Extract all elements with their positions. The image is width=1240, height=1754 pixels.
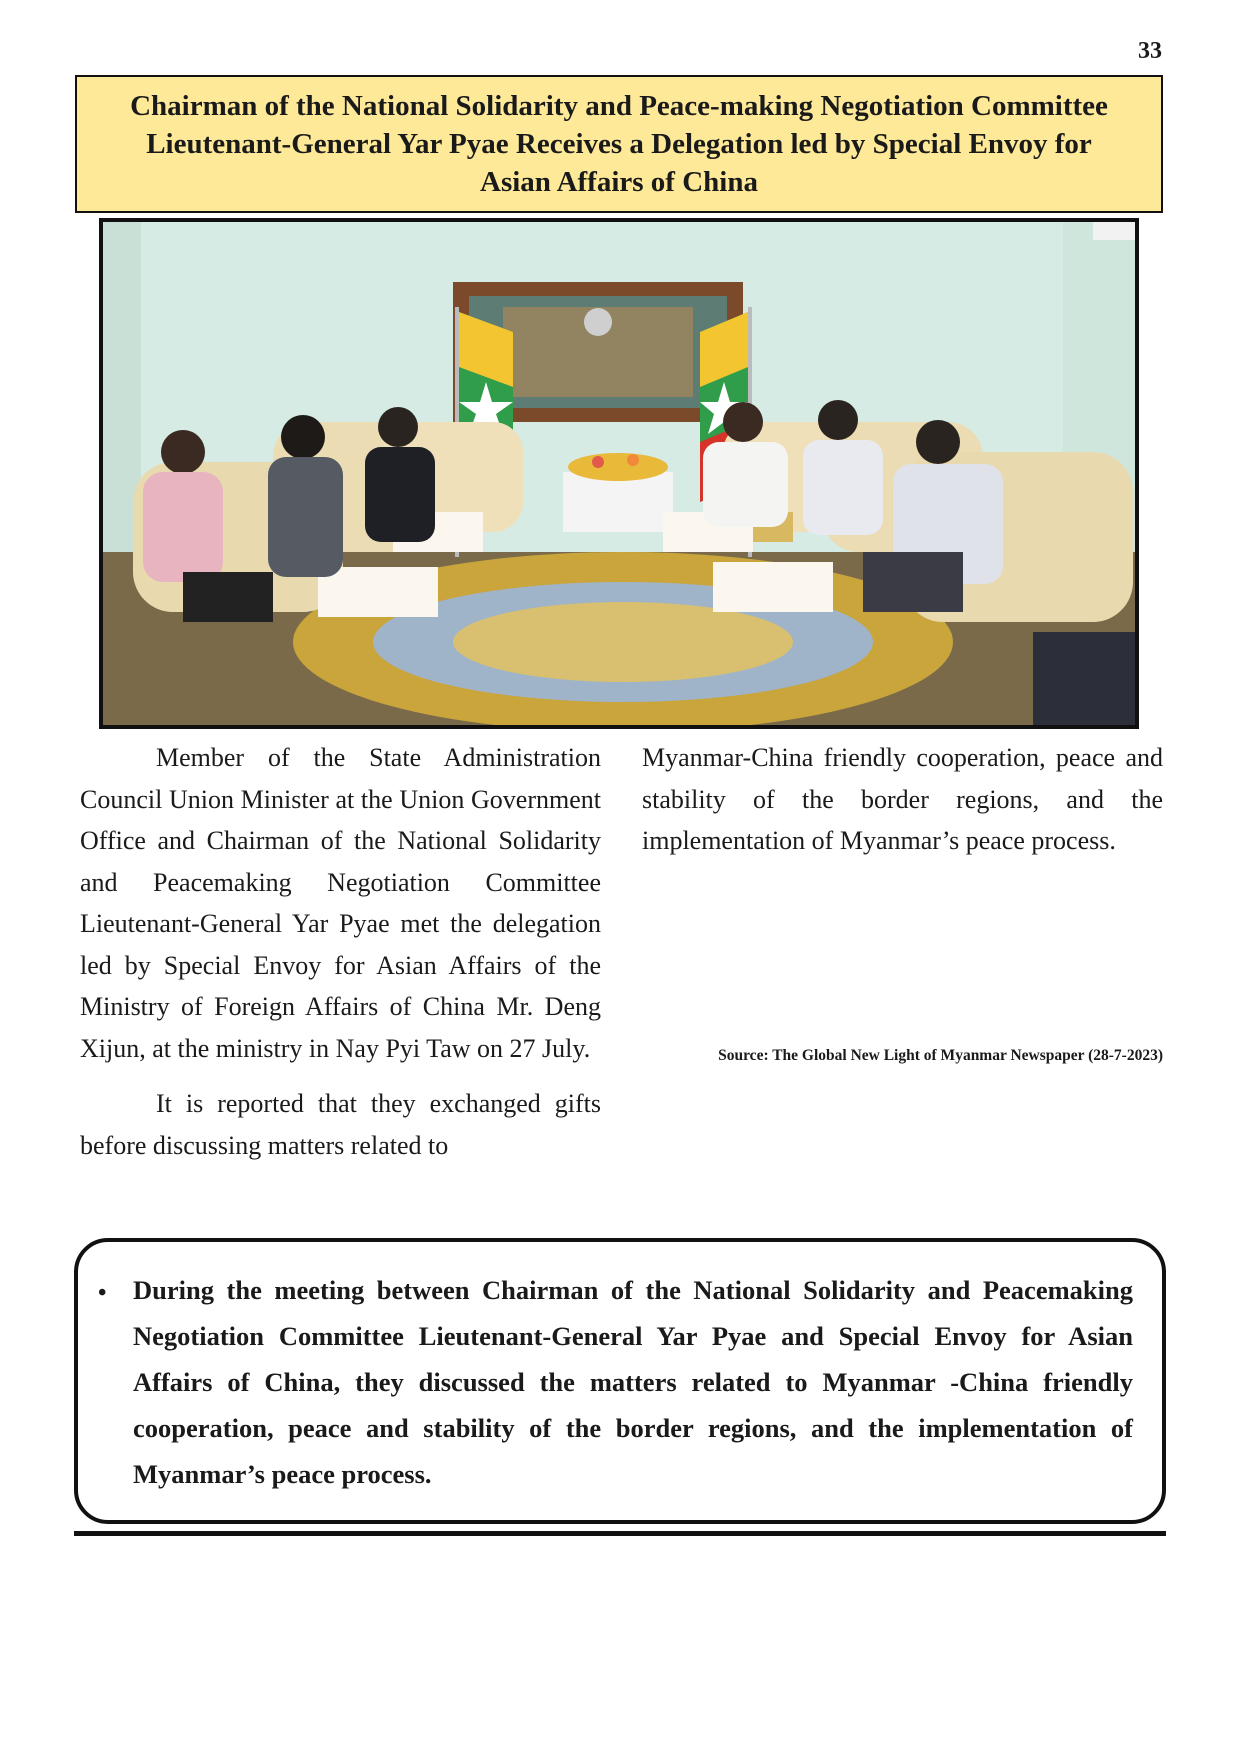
bullet-icon: • — [98, 1280, 107, 1306]
article-paragraph-1: Member of the State Administration Council Union Minister at the Union Government Office and Chairman of the National Solidarity and Peacemaking Negotiation Committee Lieutenant-General Yar Pyae met the delegation led by Special Envoy for Asian Affairs of the Ministry of Foreign Affairs of China Mr. Deng Xijun, at the ministry in Nay Pyi Taw on 27 July. — [80, 743, 601, 1063]
article-paragraph-2: It is reported that they exchanged gifts before discussing matters related to — [80, 1089, 601, 1160]
summary-text: During the meeting between Chairman of the National Solidarity and Peacemaking Negotiation Committee Lieutenant-General Yar Pyae and Special Envoy for Asian Affairs of China, they discussed the matters related to Myanmar -China friendly cooperation, peace and stability of the border regions, and the implementation of Myanmar’s peace process. — [133, 1275, 1133, 1489]
title-line-2: Lieutenant-General Yar Pyae Receives a Delegation led by Special Envoy for — [146, 128, 1092, 160]
source-citation: Source: The Global New Light of Myanmar Newspaper (28-7-2023) — [718, 1047, 1163, 1064]
article-column-left — [80, 737, 601, 1166]
article-paragraph-3: Myanmar-China friendly cooperation, peace and stability of the border regions, and the implementation of Myanmar’s peace process. — [642, 743, 1163, 855]
title-line-1: Chairman of the National Solidarity and Peace-making Negotiation Committee — [130, 90, 1108, 122]
summary-box — [74, 1238, 1166, 1524]
page-number: 33 — [1138, 38, 1162, 64]
meeting-photo — [99, 218, 1139, 729]
article-title — [130, 87, 1108, 201]
article-title-box — [75, 75, 1163, 213]
article-column-right — [642, 737, 1163, 862]
bottom-divider — [74, 1531, 1166, 1536]
meeting-photo-illustration — [103, 222, 1135, 725]
title-line-3: Asian Affairs of China — [480, 166, 758, 198]
